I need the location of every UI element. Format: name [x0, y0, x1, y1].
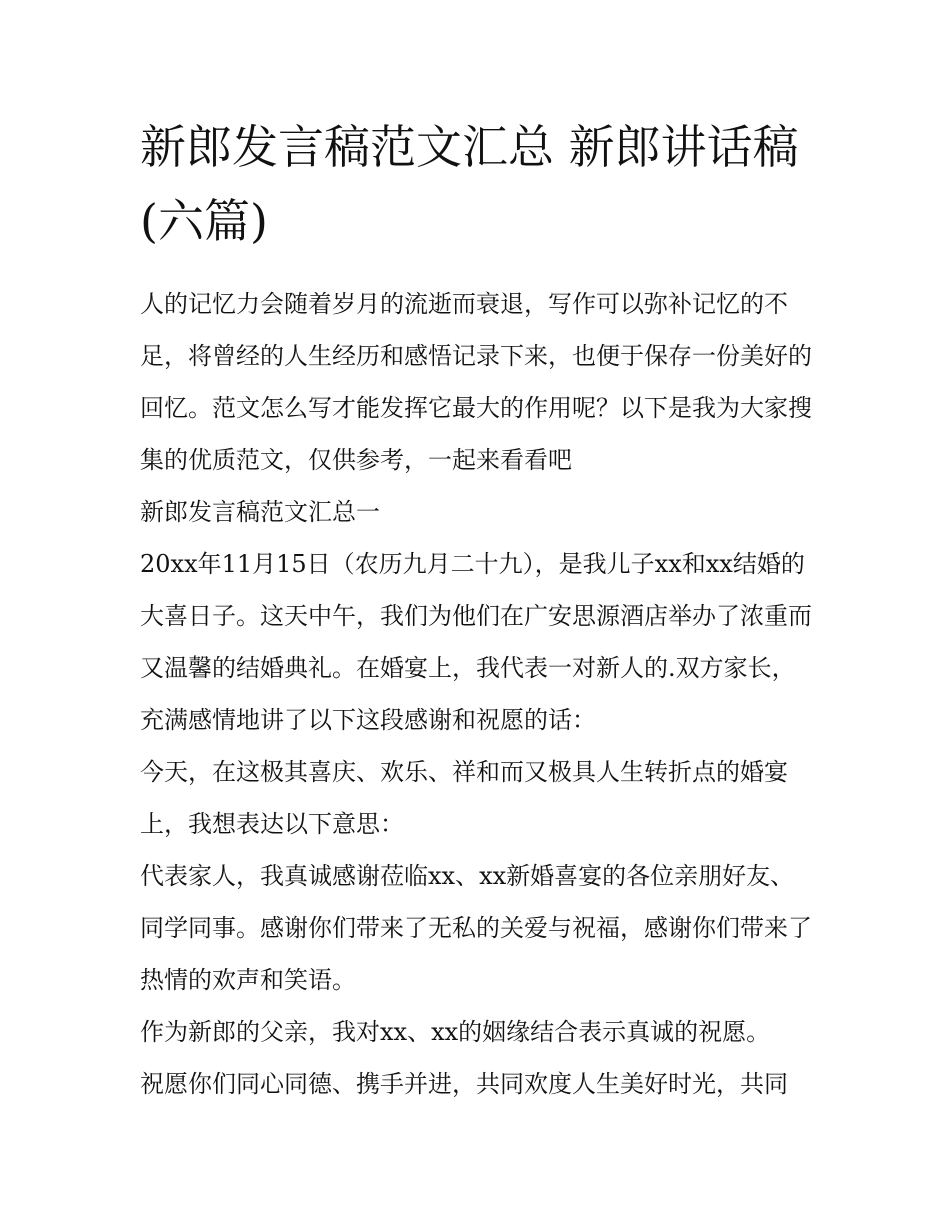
paragraph-wishes: 作为新郎的父亲，我对xx、xx的姻缘结合表示真诚的祝愿。: [140, 1018, 771, 1046]
paragraph-intro: 人的记忆力会随着岁月的流逝而衰退，写作可以弥补记忆的不足，将曾经的人生经历和感悟记录下来，也便于保存一份美好的回忆。范文怎么写才能发挥它最大的作用呢？以下是我为大家搜集的优质范文，仅供参考，一起来看看吧: [140, 290, 812, 474]
document-title: 新郎发言稿范文汇总 新郎讲话稿(六篇): [140, 120, 799, 248]
document-body: [140, 278, 812, 1110]
paragraph-continuation: 祝愿你们同心同德、携手并进，共同欢度人生美好时光，共同: [140, 1070, 788, 1098]
paragraph-opening: 今天，在这极其喜庆、欢乐、祥和而又极具人生转折点的婚宴上，我想表达以下意思：: [140, 758, 788, 838]
document-content: [140, 110, 812, 1110]
paragraph-thanks: 代表家人，我真诚感谢莅临xx、xx新婚喜宴的各位亲朋好友、同学同事。感谢你们带来了无私的关爱与祝福，感谢你们带来了热情的欢声和笑语。: [140, 862, 812, 994]
section-heading: 新郎发言稿范文汇总一: [140, 498, 380, 526]
paragraph-date: 20xx年11月15日（农历九月二十九），是我儿子xx和xx结婚的大喜日子。这天中午，我们为他们在广安思源酒店举办了浓重而又温馨的结婚典礼。在婚宴上，我代表一对新人的.双方家长，充满感情地讲了以下这段感谢和祝愿的话：: [140, 550, 812, 734]
